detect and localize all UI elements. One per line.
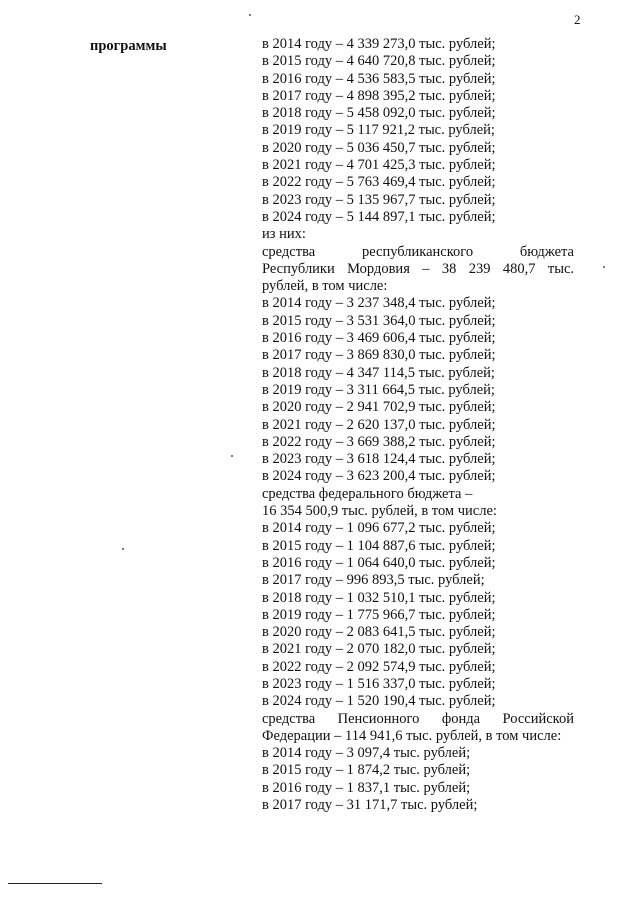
text-line: в 2015 году – 4 640 720,8 тыс. рублей; [262, 53, 496, 70]
scan-speck [122, 548, 124, 550]
text-line: в 2024 году – 3 623 200,4 тыс. рублей; [262, 468, 496, 485]
text-line: Республики Мордовия – 38 239 480,7 тыс. [262, 260, 574, 277]
scan-speck [603, 266, 605, 268]
text-line: рублей, в том числе: [262, 278, 388, 295]
text-line: в 2022 году – 3 669 388,2 тыс. рублей; [262, 433, 496, 450]
text-line: в 2019 году – 1 775 966,7 тыс. рублей; [262, 606, 496, 623]
text-line: 16 354 500,9 тыс. рублей, в том числе: [262, 503, 497, 520]
text-line: Федерации – 114 941,6 тыс. рублей, в том числе: [262, 727, 562, 744]
scan-speck [231, 455, 233, 457]
text-line: средства Пенсионного фонда Российской [262, 710, 574, 727]
text-line: из них: [262, 226, 306, 243]
text-line: в 2023 году – 3 618 124,4 тыс. рублей; [262, 451, 496, 468]
text-line: в 2019 году – 3 311 664,5 тыс. рублей; [262, 381, 495, 398]
text-line: в 2021 году – 2 070 182,0 тыс. рублей; [262, 641, 496, 658]
text-line: в 2020 году – 2 941 702,9 тыс. рублей; [262, 399, 496, 416]
text-line: в 2016 году – 4 536 583,5 тыс. рублей; [262, 70, 496, 87]
text-line: в 2019 году – 5 117 921,2 тыс. рублей; [262, 122, 495, 139]
text-line: в 2018 году – 4 347 114,5 тыс. рублей; [262, 364, 495, 381]
text-line: в 2014 году – 1 096 677,2 тыс. рублей; [262, 520, 496, 537]
text-line: в 2015 году – 3 531 364,0 тыс. рублей; [262, 312, 496, 329]
text-line: в 2018 году – 5 458 092,0 тыс. рублей; [262, 105, 496, 122]
text-line: в 2016 году – 1 837,1 тыс. рублей; [262, 779, 471, 796]
text-line: в 2022 году – 2 092 574,9 тыс. рублей; [262, 658, 496, 675]
text-line: в 2016 году – 3 469 606,4 тыс. рублей; [262, 330, 496, 347]
text-line: в 2014 году – 3 237 348,4 тыс. рублей; [262, 295, 496, 312]
text-line: в 2021 году – 2 620 137,0 тыс. рублей; [262, 416, 496, 433]
text-line: в 2017 году – 996 893,5 тыс. рублей; [262, 572, 485, 589]
text-line: в 2014 году – 4 339 273,0 тыс. рублей; [262, 36, 496, 52]
text-line: в 2014 году – 3 097,4 тыс. рублей; [262, 745, 471, 762]
text-line: в 2015 году – 1 104 887,6 тыс. рублей; [262, 537, 496, 554]
text-line: в 2021 году – 4 701 425,3 тыс. рублей; [262, 157, 496, 174]
text-line: в 2017 году – 31 171,7 тыс. рублей; [262, 797, 478, 814]
text-line: в 2017 году – 3 869 830,0 тыс. рублей; [262, 347, 496, 364]
text-line: в 2016 году – 1 064 640,0 тыс. рублей; [262, 554, 496, 571]
text-line: средства федерального бюджета – [262, 485, 473, 502]
page-number: 2 [574, 12, 581, 27]
text-line: в 2020 году – 5 036 450,7 тыс. рублей; [262, 139, 496, 156]
text-line: в 2022 году – 5 763 469,4 тыс. рублей; [262, 174, 496, 191]
text-line: в 2024 году – 5 144 897,1 тыс. рублей; [262, 208, 496, 225]
funding-text-block [262, 36, 574, 814]
text-line: в 2015 году – 1 874,2 тыс. рублей; [262, 762, 471, 779]
scan-speck [249, 14, 251, 16]
text-line: в 2018 году – 1 032 510,1 тыс. рублей; [262, 589, 496, 606]
text-line: в 2017 году – 4 898 395,2 тыс. рублей; [262, 87, 496, 104]
text-line: средства республиканского бюджета [262, 243, 574, 260]
text-line: в 2023 году – 1 516 337,0 тыс. рублей; [262, 675, 496, 692]
text-line: в 2024 году – 1 520 190,4 тыс. рублей; [262, 693, 496, 710]
text-line: в 2023 году – 5 135 967,7 тыс. рублей; [262, 191, 496, 208]
section-label: программы [90, 38, 167, 54]
text-line: в 2020 году – 2 083 641,5 тыс. рублей; [262, 624, 496, 641]
footnote-rule [8, 883, 102, 884]
